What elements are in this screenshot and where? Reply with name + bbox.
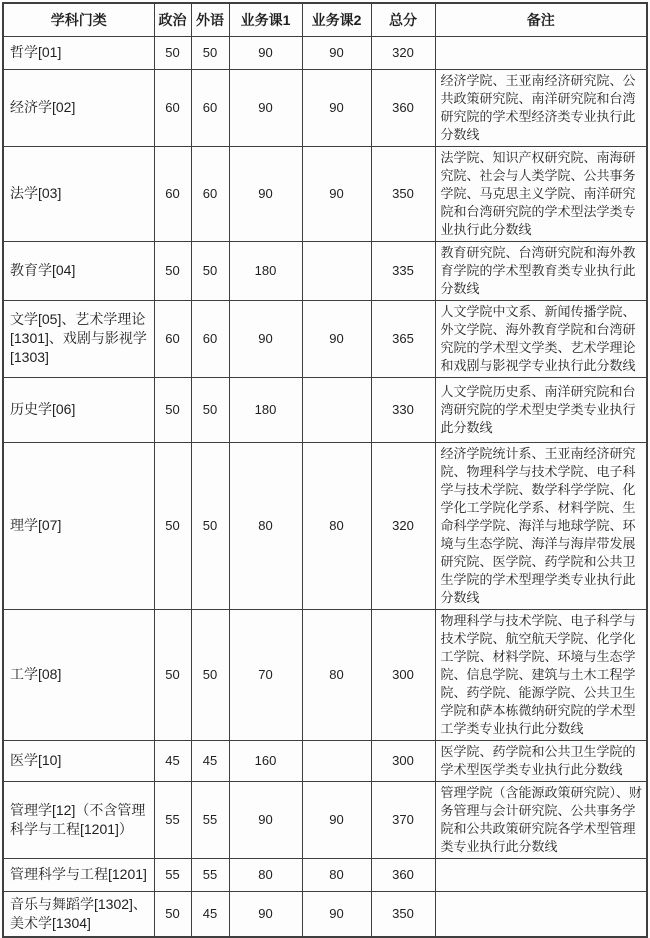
category-cell: 医学[10] <box>3 740 154 781</box>
table-body <box>3 36 647 937</box>
table-row <box>3 609 647 740</box>
table-row <box>3 36 647 69</box>
politics-score: 55 <box>154 781 191 858</box>
table-row <box>3 377 647 442</box>
table-header <box>3 3 647 36</box>
course2-score: 80 <box>302 442 371 609</box>
category-cell: 管理学[12]（不含管理科学与工程[1201]） <box>3 781 154 858</box>
course1-score: 90 <box>229 891 302 937</box>
category-cell: 工学[08] <box>3 609 154 740</box>
table-row <box>3 241 647 300</box>
course2-score: 90 <box>302 891 371 937</box>
total-score: 370 <box>371 781 435 858</box>
remark-cell <box>435 891 647 937</box>
course1-score: 90 <box>229 781 302 858</box>
remark-cell <box>435 36 647 69</box>
table-row <box>3 891 647 937</box>
course1-score: 90 <box>229 300 302 377</box>
total-score: 360 <box>371 69 435 146</box>
remark-cell: 人文学院历史系、南洋研究院和台湾研究院的学术型史学类专业执行此分数线 <box>435 377 647 442</box>
remark-cell: 法学院、知识产权研究院、南海研究院、社会与人类学院、公共事务学院、马克思主义学院、南洋研究院和台湾研究院的学术型法学类专业执行此分数线 <box>435 146 647 241</box>
category-cell: 法学[03] <box>3 146 154 241</box>
col-header-total: 总分 <box>371 3 435 36</box>
politics-score: 50 <box>154 442 191 609</box>
course1-score: 180 <box>229 377 302 442</box>
remark-cell: 经济学院、王亚南经济研究院、公共政策研究院、南洋研究院和台湾研究院的学术型经济类专业执行此分数线 <box>435 69 647 146</box>
category-cell: 管理科学与工程[1201] <box>3 858 154 891</box>
table-row <box>3 442 647 609</box>
course1-score: 90 <box>229 146 302 241</box>
course2-score: 80 <box>302 609 371 740</box>
foreign-language-score: 50 <box>191 609 229 740</box>
table-row <box>3 146 647 241</box>
col-header-politics: 政治 <box>154 3 191 36</box>
col-header-remark: 备注 <box>435 3 647 36</box>
foreign-language-score: 55 <box>191 858 229 891</box>
course1-score: 90 <box>229 69 302 146</box>
course2-score: 90 <box>302 300 371 377</box>
politics-score: 50 <box>154 241 191 300</box>
total-score: 320 <box>371 442 435 609</box>
course1-score: 160 <box>229 740 302 781</box>
total-score: 335 <box>371 241 435 300</box>
foreign-language-score: 50 <box>191 241 229 300</box>
course1-score: 80 <box>229 442 302 609</box>
foreign-language-score: 50 <box>191 377 229 442</box>
col-header-course1: 业务课1 <box>229 3 302 36</box>
category-cell: 历史学[06] <box>3 377 154 442</box>
remark-cell: 医学院、药学院和公共卫生学院的学术型医学类专业执行此分数线 <box>435 740 647 781</box>
score-table <box>2 2 648 938</box>
category-cell: 经济学[02] <box>3 69 154 146</box>
course2-score <box>302 241 371 300</box>
table-row <box>3 858 647 891</box>
foreign-language-score: 50 <box>191 442 229 609</box>
total-score: 350 <box>371 146 435 241</box>
remark-cell: 物理科学与技术学院、电子科学与技术学院、航空航天学院、化学化工学院、材料学院、环境与生态学院、信息学院、建筑与土木工程学院、药学院、能源学院、公共卫生学院和萨本栋微纳研究院的学术型工学类专业执行此分数线 <box>435 609 647 740</box>
category-cell: 教育学[04] <box>3 241 154 300</box>
course2-score: 90 <box>302 36 371 69</box>
remark-cell: 经济学院统计系、王亚南经济研究院、物理科学与技术学院、电子科学与技术学院、数学科学学院、化学化工学院化学系、材料学院、生命科学学院、海洋与地球学院、环境与生态学院、海洋与海岸带发展研究院、医学院、药学院和公共卫生学院的学术型理学类专业执行此分数线 <box>435 442 647 609</box>
foreign-language-score: 45 <box>191 740 229 781</box>
remark-cell <box>435 858 647 891</box>
foreign-language-score: 60 <box>191 146 229 241</box>
header-row <box>3 3 647 36</box>
table-row <box>3 781 647 858</box>
table-row <box>3 740 647 781</box>
total-score: 350 <box>371 891 435 937</box>
foreign-language-score: 45 <box>191 891 229 937</box>
total-score: 330 <box>371 377 435 442</box>
remark-cell: 人文学院中文系、新闻传播学院、外文学院、海外教育学院和台湾研究院的学术型文学类、艺术学理论和戏剧与影视学专业执行此分数线 <box>435 300 647 377</box>
politics-score: 50 <box>154 377 191 442</box>
politics-score: 45 <box>154 740 191 781</box>
politics-score: 60 <box>154 146 191 241</box>
total-score: 300 <box>371 609 435 740</box>
course1-score: 70 <box>229 609 302 740</box>
col-header-foreign-language: 外语 <box>191 3 229 36</box>
course2-score <box>302 740 371 781</box>
course1-score: 90 <box>229 36 302 69</box>
course1-score: 180 <box>229 241 302 300</box>
course2-score: 90 <box>302 69 371 146</box>
politics-score: 50 <box>154 609 191 740</box>
foreign-language-score: 55 <box>191 781 229 858</box>
total-score: 360 <box>371 858 435 891</box>
course2-score: 90 <box>302 781 371 858</box>
politics-score: 60 <box>154 69 191 146</box>
course2-score <box>302 377 371 442</box>
table-row <box>3 69 647 146</box>
remark-cell: 教育研究院、台湾研究院和海外教育学院的学术型教育类专业执行此分数线 <box>435 241 647 300</box>
total-score: 365 <box>371 300 435 377</box>
course1-score: 80 <box>229 858 302 891</box>
table-row <box>3 300 647 377</box>
politics-score: 60 <box>154 300 191 377</box>
category-cell: 理学[07] <box>3 442 154 609</box>
foreign-language-score: 60 <box>191 69 229 146</box>
politics-score: 50 <box>154 36 191 69</box>
total-score: 320 <box>371 36 435 69</box>
category-cell: 文学[05]、艺术学理论[1301]、戏剧与影视学[1303] <box>3 300 154 377</box>
politics-score: 55 <box>154 858 191 891</box>
course2-score: 90 <box>302 146 371 241</box>
remark-cell: 管理学院（含能源政策研究院）、财务管理与会计研究院、公共事务学院和公共政策研究院各学术型管理类专业执行此分数线 <box>435 781 647 858</box>
category-cell: 哲学[01] <box>3 36 154 69</box>
col-header-course2: 业务课2 <box>302 3 371 36</box>
foreign-language-score: 50 <box>191 36 229 69</box>
foreign-language-score: 60 <box>191 300 229 377</box>
politics-score: 50 <box>154 891 191 937</box>
category-cell: 音乐与舞蹈学[1302]、美术学[1304] <box>3 891 154 937</box>
col-header-category: 学科门类 <box>3 3 154 36</box>
course2-score: 80 <box>302 858 371 891</box>
total-score: 300 <box>371 740 435 781</box>
